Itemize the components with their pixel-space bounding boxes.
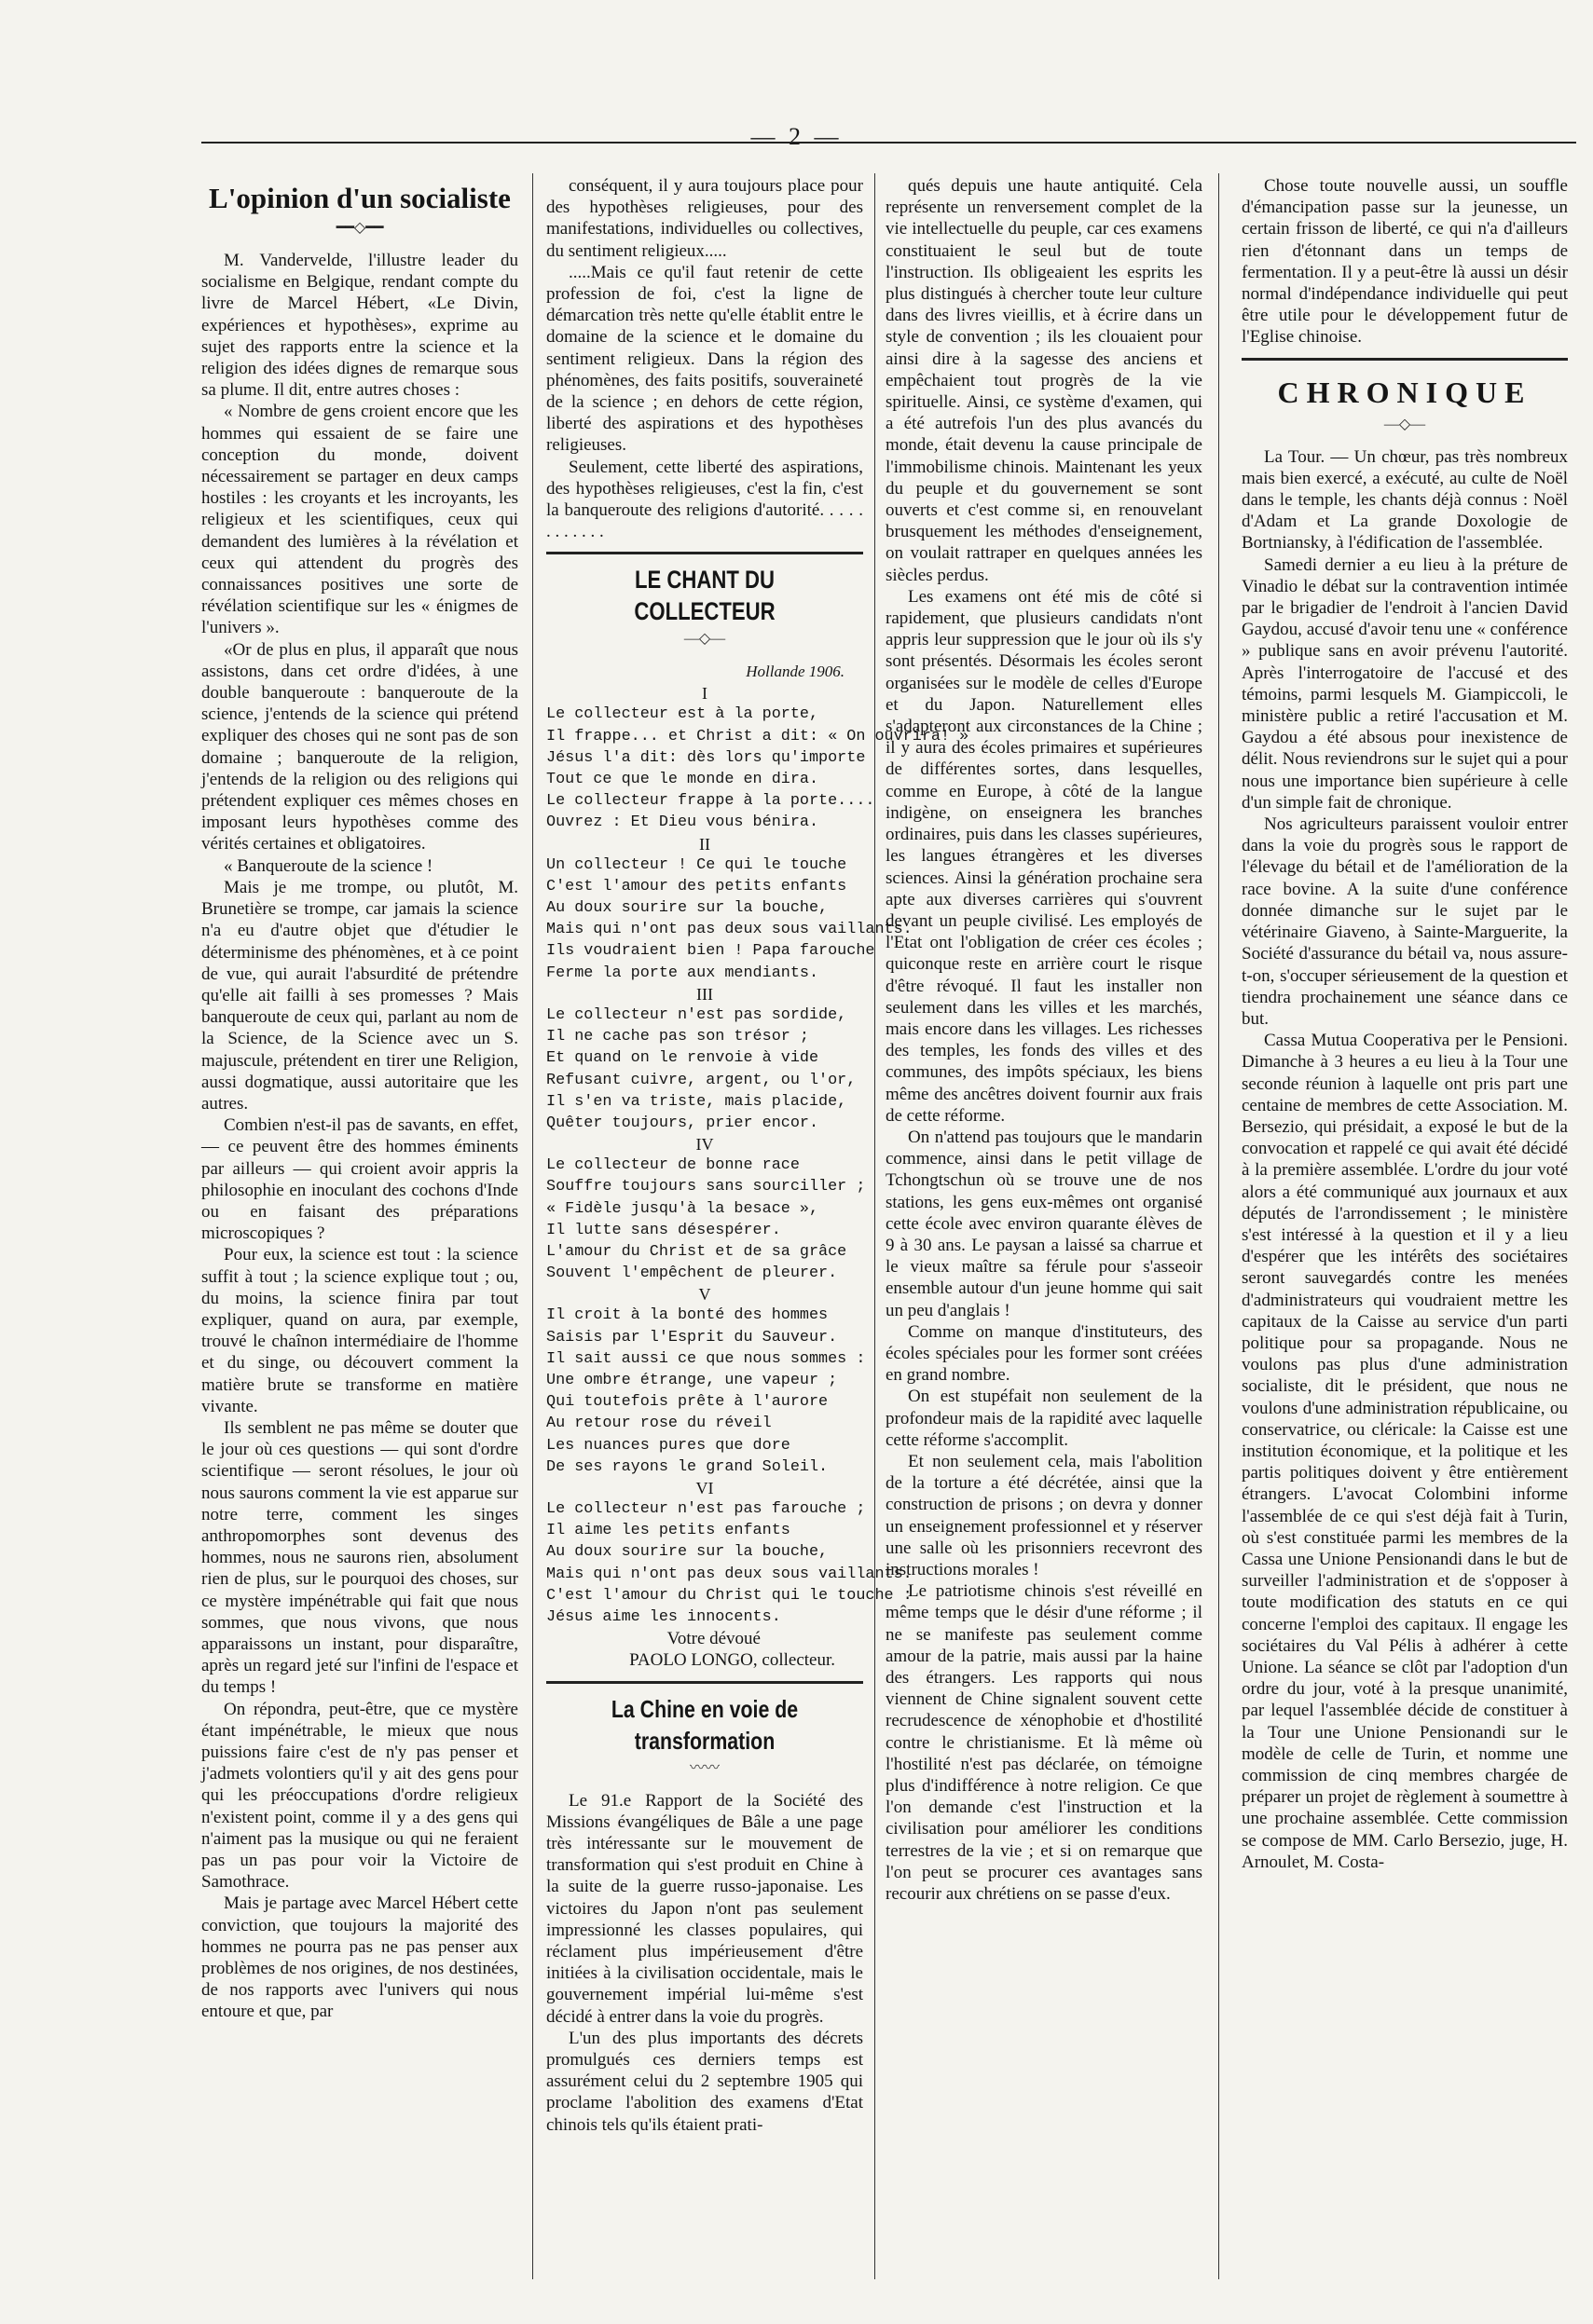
poem-line: De ses rayons le grand Soleil. bbox=[546, 1457, 829, 1476]
paragraph: Pour eux, la science est tout : la science suffit à tout ; la science explique tout ; ou, du moins, la science finira par tout expliquer, quand on aura, par exemple, trouvé le chaînon intermédiaire de l'homme et du singe, ou découvert comment la matière brute se transforme en matière vivante. bbox=[201, 1245, 518, 1416]
chronique-title: CHRONIQUE bbox=[1277, 375, 1532, 409]
poem-line: Au doux sourire sur la bouche, bbox=[546, 899, 829, 918]
poem-line: Et quand on le renvoie à vide bbox=[546, 1049, 819, 1068]
paragraph: Mais je me trompe, ou plutôt, M. Brunetière se trompe, car jamais la science n'a eu d'autre objet que d'étudier le déterminisme des phénomènes, et à ce point de vue, qui aurait l'absurdité de prétendre qu'elle ait failli à ses promesses ? Mais banqueroute de ceux qui, parlant au nom de la Science, de la Science avec un S. majuscule, prétendent en tirer une Religion, aussi dogmatique, aussi autoritaire que les autres. bbox=[201, 877, 518, 1114]
poem-line: Jésus aime les innocents. bbox=[546, 1607, 781, 1626]
ornament-divider: ━━◇━━ bbox=[336, 220, 384, 236]
column-1 bbox=[201, 175, 518, 2272]
poem-line: Saisis par l'Esprit du Sauveur. bbox=[546, 1328, 838, 1347]
paragraph: conséquent, il y aura toujours place pour des hypothèses religieuses, pour des manifestations, individuelles ou collectives, du sentiment religieux..... bbox=[546, 176, 863, 261]
poem-line: Le collecteur n'est pas sordide, bbox=[546, 1005, 847, 1024]
paragraph: Samedi dernier a eu lieu à la préture de Vinadio le débat sur la contravention intimée par le brigadier de l'endroit à l'ancien David Gaydou, accusé d'avoir tenu une « conférence » publique sans en avoir prévenu l'autorité. Après l'interrogatoire de l'accusé et des témoins, parmi lesquels M. Giampiccoli, le ministère public a retiré l'accusation et M. Gaydou a été absous pour inexistence de délit. Nous reviendrons sur le sujet qui a pour nous une importance bien supérieure à celle d'un simple fait de chronique. bbox=[1242, 554, 1568, 813]
poem-closing: Votre dévoué bbox=[666, 1629, 761, 1649]
article-body-chine-continued bbox=[886, 175, 1202, 1905]
paragraph: On est stupéfait non seulement de la profondeur mais de la rapidité avec laquelle cette réforme s'accomplit. bbox=[886, 1387, 1202, 1450]
article-body-chine-end bbox=[1242, 175, 1568, 349]
article-body-continued bbox=[546, 175, 863, 542]
poem-line: Il frappe... et Christ a dit: « On ouvrira! » bbox=[546, 727, 969, 745]
paragraph: Le 91.e Rapport de la Société des Missions évangéliques de Bâle a une page très intéressante sur le mouvement de transformation qui s'est produit en Chine à la suite de la guerre russo-japonaise. Les victoires du Japon n'ont pas seulement impressionné les classes populaires, qui réclament plus impérieusement d'être initiées à la civilisation occidentale, mais le gouvernement impérial lui-même s'est décidé à entrer dans la voie du progrès. bbox=[546, 1790, 863, 2027]
paragraph: Nos agriculteurs paraissent vouloir entrer dans la voie du progrès sous le rapport de l'élevage du bétail et de l'amélioration de la race bovine. A la suite d'une conférence donnée dimanche sur le sujet par le vétérinaire Giaveno, à Sainte-Marguerite, la Société d'assurance du bétail va, nous assure-t-on, s'occuper sérieusement de la question et tiendra prochainement une séance dans ce but. bbox=[1242, 814, 1568, 1029]
poem-line: Il s'en va triste, mais placide, bbox=[546, 1092, 847, 1111]
column-divider bbox=[874, 173, 875, 2279]
poem-line: Il sait aussi ce que nous sommes : bbox=[546, 1349, 866, 1368]
paragraph: .....Mais ce qu'il faut retenir de cette profession de foi, c'est la ligne de démarcation très nette qu'elle établit entre le domaine de la science et le domaine du sentiment religieux. Dans la région des phénomènes, des faits positifs, souveraineté de la science ; en dehors de cette région, liberté des aspirations et des hypothèses religieuses. bbox=[546, 262, 863, 456]
paragraph: On répondra, peut-être, que ce mystère étant impénétrable, le mieux que nous puissions faire c'est de n'y pas penser et j'admets volontiers qu'il y ait des gens pour qui les préoccupations d'ordre religieux n'existent point, comme il y a des gens qui n'aiment pas la musique ou qui ne feraient pas un pas pour voir la Victoire de Samothrace. bbox=[201, 1699, 518, 1893]
poem-line: Il ne cache pas son trésor ; bbox=[546, 1028, 809, 1046]
paragraph: L'un des plus importants des décrets promulgués ces derniers temps est assurément celui du 2 septembre 1905 qui proclame l'abolition des examens d'Etat chinois tels qu'ils étaient prati- bbox=[546, 2028, 863, 2135]
paragraph: Chose toute nouvelle aussi, un souffle d'émancipation passe sur la jeunesse, un certain frisson de liberté, ce qui n'a d'ailleurs rien d'étonnant dans un temps de fermentation. Il y a peut-être là aussi un désir normal d'indépendance individuelle qui peut être utile pour le développement futur de l'Eglise chinoise. bbox=[1242, 176, 1568, 348]
paragraph: On n'attend pas toujours que le mandarin commence, ainsi dans le petit village de Tchongtschun où se trouve une de nos stations, les gens eux-mêmes ont organisé cette école avec environ quarante élèves de 9 à 30 ans. Le paysan a laissé sa charrue et le vieux maître sa férule pour s'asseoir ensemble autour d'un jeune homme qui sait un peu d'anglais ! bbox=[886, 1127, 1202, 1320]
poem-line: Il aime les petits enfants bbox=[546, 1522, 790, 1540]
ornament-divider: 〰〰 bbox=[689, 1759, 720, 1776]
page-number: — 2 — bbox=[750, 123, 843, 150]
paragraph: Les examens ont été mis de côté si rapidement, que plusieurs candidats n'ont appris leur suppression que le jour où ils s'y sont présentés. Désormais les écoles seront organisées sur le modèle de celles d'Europe et du Japon. Naturellement elles s'adapteront aux circonstances de la Chine ; il y aura des écoles primaires et supérieures de différentes sortes, dans lesquelles, comme en Europe, à côté de la langue indigène, on enseignera les branches ordinaires, puis dans les classes supérieures, les langues étrangères et les diverses sciences. Ainsi la génération prochaine sera apte aux diverses carrières qui s'ouvrent devant un peuple civilisé. Les employés de l'Etat ont l'obligation de créer ces écoles ; quiconque reste en arrière court le risque d'être révoqué. Il faut les installer non seulement dans les villes et les marchés, mais encore dans les villages. Les richesses des temples, les fonds des villes et des communes, des impôts spéciaux, les biens même des ancêtres doivent fournir aux frais de cette réforme. bbox=[886, 586, 1202, 1126]
poem-line: Refusant cuivre, argent, ou l'or, bbox=[546, 1071, 857, 1089]
article-body-chine bbox=[546, 1790, 863, 2136]
paragraph: « Nombre de gens croient encore que les hommes qui essaient de se faire une conception du monde, doivent nécessairement se partager en deux camps hostiles : les croyants et les incroyants, les religieux et les scientifiques, ceux qui demandent des lumières à la révélation et ceux qui attendent du progrès des connaissances positives une sorte de révélation scientifique sur les « énigmes de l'univers ». bbox=[201, 402, 518, 638]
poem-line: C'est l'amour des petits enfants bbox=[546, 877, 847, 895]
section-rule bbox=[546, 552, 863, 554]
poem-line: Un collecteur ! Ce qui le touche bbox=[546, 855, 847, 874]
poem-line: Le collecteur de bonne race bbox=[546, 1156, 800, 1175]
column-divider bbox=[532, 173, 533, 2279]
column-3 bbox=[886, 175, 1202, 2272]
paragraph: Le patriotisme chinois s'est réveillé en même temps que le désir d'une réforme ; il ne se manifeste pas seulement comme amour de la patrie, mais aussi par la haine des étrangers. Les rapports qui nous viennent de Chine signalent souvent cette recrudescence de xénophobie et d'hostilité contre le christianisme. Et là même où l'hostilité n'est pas déclarée, on témoigne plus d'indifférence à notre religion. Ce que l'on demande c'est l'instruction et la civilisation pour améliorer les conditions terrestres de la vie ; et si on remarque que l'on peut se procurer ces avantages sans recourir aux chrétiens on se passe d'eux. bbox=[886, 1581, 1202, 1905]
paragraph: La Tour. — Un chœur, pas très nombreux mais bien exercé, a exécuté, au culte de Noël dans le temple, les chants déjà connus : Noël d'Adam et La grande Doxologie de Bortniansky, à l'édification de l'assemblée. bbox=[1242, 446, 1568, 554]
column-divider bbox=[1218, 173, 1219, 2279]
poem-line: Le collecteur n'est pas farouche ; bbox=[546, 1499, 866, 1518]
paragraph: Seulement, cette liberté des aspirations, des hypothèses religieuses, c'est la fin, c'est la banqueroute des religions d'autorité. . . . . . . . . . . . bbox=[546, 457, 863, 542]
section-rule bbox=[546, 1681, 863, 1684]
poem-line: Les nuances pures que dore bbox=[546, 1436, 790, 1455]
stanza-number: V bbox=[698, 1285, 711, 1305]
poem-line: Le collecteur frappe à la porte.... bbox=[546, 792, 875, 811]
poem-line: Quêter toujours, prier encor. bbox=[546, 1114, 819, 1132]
poem-signature: PAOLO LONGO, collecteur. bbox=[629, 1650, 835, 1671]
paragraph: M. Vandervelde, l'illustre leader du socialisme en Belgique, rendant compte du livre de Marcel Hébert, «Le Divin, expériences et hypothèses», exprime au sujet des rapports entre la science et la religion des idées dignes de remarque sous sa plume. Il dit, entre autres choses : bbox=[201, 251, 518, 401]
poem-line: Il lutte sans désespérer. bbox=[546, 1221, 781, 1239]
poem-line: Il croit à la bonté des hommes bbox=[546, 1306, 829, 1325]
poem-line: Mais qui n'ont pas deux sous vaillants. bbox=[546, 1565, 913, 1583]
poem-line: C'est l'amour du Christ qui le touche : bbox=[546, 1586, 913, 1605]
chronique-body bbox=[1242, 446, 1568, 1873]
paragraph: qués depuis une haute antiquité. Cela représente un renversement complet de la vie intellectuelle du peuple, car ces examens constituaient le seul but de toute l'instruction. Ils obligeaient les esprits les plus distingués à chercher toute leur culture dans des livres vieillis, et à écrire dans un style de convention ; ils les clouaient pour ainsi dire à la sagesse des anciens et empêchaient tout progrès de la vie spirituelle. Ainsi, ce système d'examen, qui a été autrefois l'un des plus avancés du monde, était devenu la cause principale de l'immobilisme chinois. Maintenant les yeux du peuple et du gouvernement se sont ouverts et c'est comme si, en renouvelant brusquement les méthodes d'enseignement, on voulait rattraper en quelques années les siècles perdus. bbox=[886, 176, 1202, 585]
stanza-number: VI bbox=[695, 1478, 714, 1497]
poem-stanzas bbox=[546, 683, 969, 1628]
column-2 bbox=[546, 175, 969, 2272]
ornament-divider: —◇— bbox=[683, 631, 726, 648]
poem-line: Qui toutefois prête à l'aurore bbox=[546, 1393, 829, 1412]
section-rule bbox=[1242, 358, 1568, 361]
poem-line: L'amour du Christ et de sa grâce bbox=[546, 1242, 847, 1261]
header-rule bbox=[201, 142, 1576, 144]
poem-line: Souffre toujours sans sourciller ; bbox=[546, 1178, 866, 1196]
paragraph: «Or de plus en plus, il apparaît que nous assistons, dans cet ordre d'idées, à une double banqueroute : banqueroute de la science, j'entends de la science qui prétend expliquer des choses qui ne sont pas de son domaine ; banqueroute de la religion, j'entends de la religion ou des religions qui prétendent expliquer ces mêmes choses en imposant leurs hypothèses comme des vérités certaines et obligatoires. bbox=[201, 639, 518, 854]
ornament-divider: —◇— bbox=[1383, 416, 1426, 432]
stanza-number: III bbox=[696, 984, 713, 1004]
paragraph: Ils semblent ne pas même se douter que le jour où ces questions — qui sont d'ordre scientifique — seront résolues, le jour où nous saurons comment la vie est apparue sur notre terre, comment les singes anthropomorphes sont devenus des hommes, nous ne saurons rien, absolument rien de plus, sur le pourquoi des choses, sur ce mystère impénétrable qui fait que nous sommes, que nous vivons, que nous apparaissons un instant, pour disparaître, après un regard jeté sur l'infini de l'espace et du temps ! bbox=[201, 1417, 518, 1698]
poem-line: Au retour rose du réveil bbox=[546, 1415, 772, 1433]
paragraph: Cassa Mutua Cooperativa per le Pensioni. Dimanche à 3 heures a eu lieu à la Tour une seconde réunion à laquelle ont pris part une centaine de membres de cette Association. M. Bersezio, qui présidait, a exposé le but de la convocation et rappelé ce qui avait été décidé à la première assemblée. L'ordre du jour voté alors a été communiqué aux journaux et aux députés de l'arrondissement ; le ministère s'est intéressé à la question et il y a lieu d'espérer que les intérêts des sociétaires seront sauvegardés contre les menées d'administrateurs qui voudraient mettre les capitaux de la Caisse au service d'un parti politique pour sa propagande. Nous ne voulons pas plus d'une administration socialiste, dit le président, que nous ne voulons d'une administration républicaine, ou conservatrice, ou cléricale: la Caisse est une institution économique, et la politique et les partis politiques doivent y être entièrement étrangers. L'avocat Colombini informe l'assemblée de ce qui s'est déjà fait à Turin, où s'est constituée parmi les membres de la Cassa une Unione Pensionandi dans le but de surveiller l'administration et de s'opposer à toute modification des statuts en ce qui concerne l'emploi des capitaux. Il engage les sociétaires du Val Pélis à adhérer à cette Unione. La séance se clôt par l'adoption d'un ordre du jour, voté à la presque unanimité, par lequel l'assemblée décide de constituer à la Tour une Unione Pensionandi sur le modèle de celle de Turin, et nomme une commission de cinq membres chargée de préparer un projet de règlement à soumettre à une prochaine assemblée. Cette commission se compose de MM. Carlo Bersezio, juge, H. Arnoulet, M. Costa- bbox=[1242, 1031, 1568, 1872]
poem-line: Mais qui n'ont pas deux sous vaillants. bbox=[546, 921, 913, 939]
paragraph: Comme on manque d'instituteurs, des écoles spéciales pour les former sont créées en grand nombre. bbox=[886, 1321, 1202, 1386]
column-4 bbox=[1242, 175, 1568, 2272]
poem-line: Au doux sourire sur la bouche, bbox=[546, 1543, 829, 1562]
poem-dateline: Hollande 1906. bbox=[746, 663, 845, 681]
article-title-socialiste: L'opinion d'un socialiste bbox=[209, 182, 511, 214]
stanza-number: I bbox=[702, 684, 707, 704]
poem-line: Jésus l'a dit: dès lors qu'importe bbox=[546, 748, 866, 767]
article-body-socialiste bbox=[201, 250, 518, 2023]
poem-line: Tout ce que le monde en dira. bbox=[546, 771, 819, 789]
poem-line: Une ombre étrange, une vapeur ; bbox=[546, 1371, 838, 1389]
paragraph: Mais je partage avec Marcel Hébert cette conviction, que toujours la majorité des hommes ne pourra pas ne pas penser aux problèmes de nos origines, de nos destinées, de nos rapports avec l'univers qui nous entoure et que, par bbox=[201, 1893, 518, 2022]
paragraph: Et non seulement cela, mais l'abolition de la torture a été décrétée, ainsi que la construction de prisons ; on devra y donner un enseignement professionnel et y réserver une salle où les prisonniers recevront des instructions morales ! bbox=[886, 1451, 1202, 1579]
paragraph: Combien n'est-il pas de savants, en effet, — ce peuvent être des hommes éminents par ailleurs — qui croient avoir appris la philosophie en inoculant des cochons d'Inde ou en faisant des préparations microscopiques ? bbox=[201, 1115, 518, 1244]
poem-line: Le collecteur est à la porte, bbox=[546, 705, 819, 724]
poem-line: Souvent l'empêchent de pleurer. bbox=[546, 1265, 838, 1283]
stanza-number: II bbox=[699, 834, 710, 854]
poem-title: LE CHANT DU COLLECTEUR bbox=[634, 566, 776, 626]
stanza-number: IV bbox=[695, 1135, 714, 1155]
article-title-chine: La Chine en voie de transformation bbox=[611, 1694, 799, 1755]
poem-line: Ouvrez : Et Dieu vous bénira. bbox=[546, 813, 819, 832]
poem-line: Ferme la porte aux mendiants. bbox=[546, 964, 819, 982]
poem-line: « Fidèle jusqu'à la besace », bbox=[546, 1199, 819, 1218]
paragraph: « Banqueroute de la science ! bbox=[224, 855, 433, 876]
poem-line: Ils voudraient bien ! Papa farouche bbox=[546, 942, 875, 961]
